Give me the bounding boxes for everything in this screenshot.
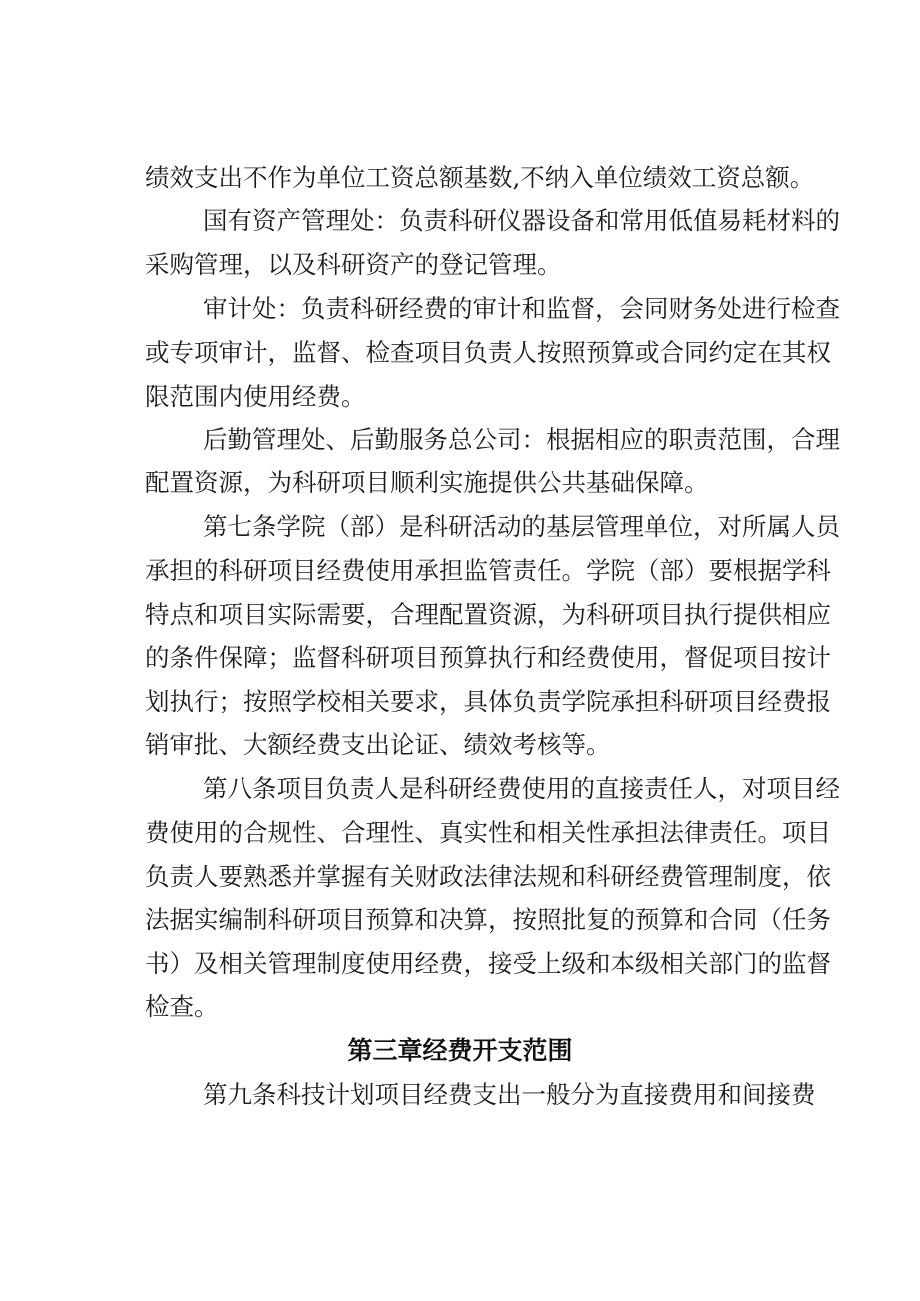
paragraph-line: 绩效支出不作为单位工资总额基数,不纳入单位绩效工资总额。 — [145, 163, 815, 192]
paragraph-line: 特点和项目实际需要，合理配置资源，为科研项目执行提供相应 — [145, 600, 831, 629]
paragraph-line: 检查。 — [145, 992, 219, 1021]
paragraph-line: 第八条项目负责人是科研经费使用的直接责任人，对项目经 — [203, 774, 840, 803]
paragraph-line: 配置资源，为科研项目顺利实施提供公共基础保障。 — [145, 468, 709, 497]
paragraph-line: 审计处：负责科研经费的审计和监督，会同财务处进行检查 — [203, 294, 840, 323]
paragraph-line: 的条件保障；监督科研项目预算执行和经费使用，督促项目按计 — [145, 643, 831, 672]
paragraph-line: 限范围内使用经费。 — [145, 382, 366, 411]
paragraph-line: 后勤管理处、后勤服务总公司：根据相应的职责范围，合理 — [203, 425, 840, 454]
paragraph-line: 负责人要熟悉并掌握有关财政法律法规和科研经费管理制度，依 — [145, 862, 831, 891]
paragraph-line: 划执行；按照学校相关要求，具体负责学院承担科研项目经费报 — [145, 687, 831, 716]
paragraph-line: 第七条学院（部）是科研活动的基层管理单位，对所属人员 — [203, 512, 840, 541]
paragraph-line: 费使用的合规性、合理性、真实性和相关性承担法律责任。项目 — [145, 818, 831, 847]
paragraph-line: 或专项审计，监督、检查项目负责人按照预算或合同约定在其权 — [145, 338, 831, 367]
paragraph-line: 国有资产管理处：负责科研仪器设备和常用低值易耗材料的 — [203, 206, 840, 235]
paragraph-line: 采购管理，以及科研资产的登记管理。 — [145, 250, 562, 279]
chapter-heading: 第三章经费开支范围 — [347, 1036, 573, 1065]
paragraph-line: 法据实编制科研项目预算和决算，按照批复的预算和合同（任务 — [145, 905, 831, 934]
paragraph-line: 第九条科技计划项目经费支出一般分为直接费用和间接费 — [203, 1080, 816, 1109]
paragraph-line: 承担的科研项目经费使用承担监管责任。学院（部）要根据学科 — [145, 556, 831, 585]
paragraph-line: 销审批、大额经费支出论证、绩效考核等。 — [145, 730, 611, 759]
paragraph-line: 书）及相关管理制度使用经费，接受上级和本级相关部门的监督 — [145, 949, 831, 978]
